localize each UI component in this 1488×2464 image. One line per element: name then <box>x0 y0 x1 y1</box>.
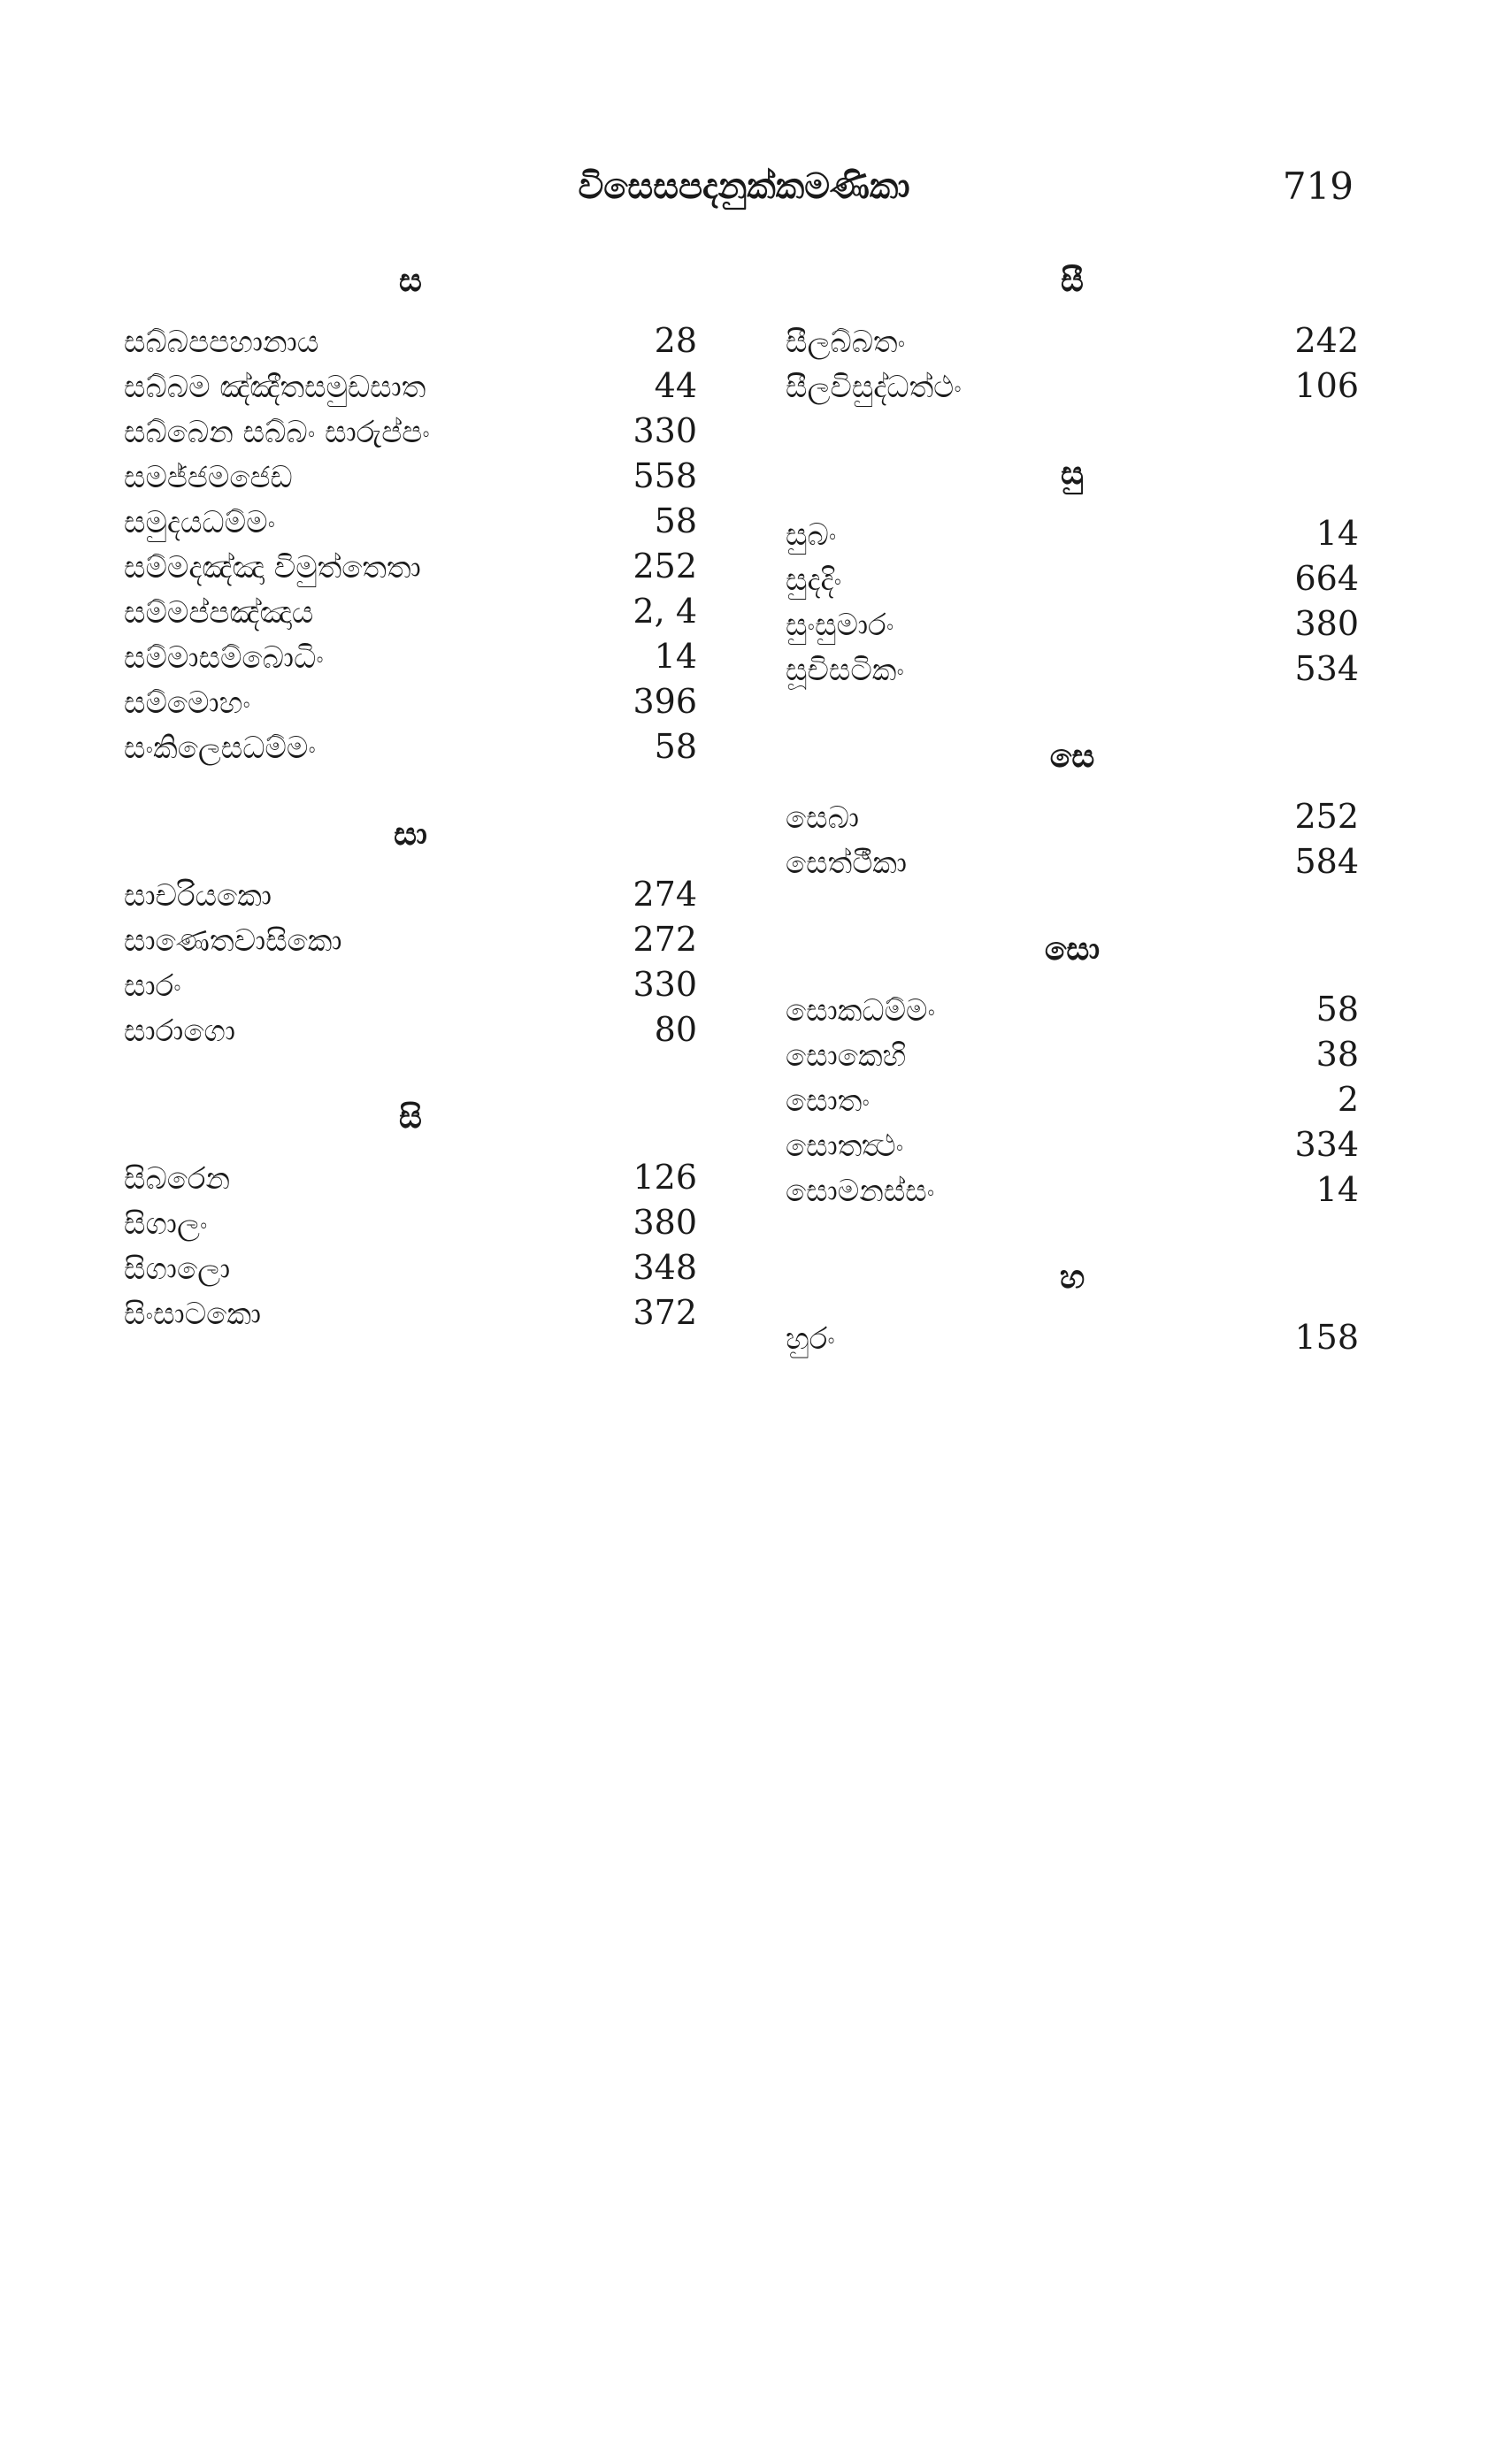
index-entry <box>786 318 1359 363</box>
entry-page-ref: 252 <box>1294 797 1359 836</box>
index-entry <box>124 454 697 499</box>
entry-term: සබ්බෙන සබ්බං සාරුප්පං <box>124 415 430 450</box>
section-heading: සො <box>1044 931 1101 968</box>
entry-term: සූචිසටිකං <box>786 653 905 688</box>
entry-term: සීලවිසුද්ධත්ථං <box>786 370 962 405</box>
entry-term: සුංසුමාරං <box>786 608 894 643</box>
index-entry <box>786 647 1359 692</box>
index-section <box>124 810 697 1052</box>
entry-page-ref: 2 <box>1337 1080 1359 1119</box>
section-gap <box>124 1052 697 1093</box>
index-entry <box>124 544 697 589</box>
entry-term: සබ්බපපහානාය <box>124 325 319 360</box>
entry-page-ref: 534 <box>1294 649 1359 688</box>
entry-page-ref: 334 <box>1294 1125 1359 1164</box>
index-entry <box>786 1315 1359 1360</box>
entry-page-ref: 28 <box>654 321 697 360</box>
entry-term: සොකෙහි <box>786 1038 907 1074</box>
entry-term: සමුදයධම්මං <box>124 505 276 540</box>
entry-page-ref: 348 <box>633 1248 697 1287</box>
index-entry <box>124 589 697 634</box>
entry-term: සොකධම්මං <box>786 993 936 1029</box>
entry-page-ref: 272 <box>633 920 697 959</box>
entry-page-ref: 242 <box>1294 321 1359 360</box>
section-heading: ස <box>399 263 422 299</box>
section-heading: සා <box>394 816 427 853</box>
entry-page-ref: 380 <box>633 1203 697 1242</box>
section-heading: සී <box>1061 263 1084 299</box>
index-entry <box>124 409 697 454</box>
entry-page-ref: 44 <box>654 366 697 405</box>
index-entry <box>786 556 1359 601</box>
index-entry <box>124 363 697 409</box>
entry-term: සුබං <box>786 517 837 553</box>
index-entry <box>124 872 697 917</box>
entry-page-ref: 58 <box>654 501 697 540</box>
entry-term: සබ්බම ඤ්ඤීතසමුඩසාත <box>124 370 426 405</box>
entry-page-ref: 330 <box>633 411 697 450</box>
entry-term: සාරං <box>124 968 181 1004</box>
index-entry <box>786 511 1359 556</box>
entry-term: සම්මාසම්බොධිං <box>124 640 324 676</box>
entry-term: සොතං <box>786 1083 871 1119</box>
entry-page-ref: 274 <box>633 875 697 914</box>
section-gap <box>124 769 697 810</box>
page-number: 719 <box>1282 165 1354 208</box>
index-entry <box>124 679 697 724</box>
index-column-left <box>124 256 697 1335</box>
index-entry <box>124 634 697 679</box>
entry-page-ref: 106 <box>1294 366 1359 405</box>
index-entry <box>124 318 697 363</box>
index-section <box>124 1093 697 1335</box>
entry-page-ref: 80 <box>654 1010 697 1049</box>
entry-term: සමජ්ජමජෙඩ <box>124 460 293 495</box>
entry-term: සම්මදඤ්ඤා විමුත්තෙතා <box>124 550 421 585</box>
index-entry <box>124 917 697 962</box>
entry-page-ref: 330 <box>633 965 697 1004</box>
index-entry <box>786 839 1359 884</box>
index-column-right <box>786 256 1359 1360</box>
entry-term: සෙත්ථීකා <box>786 846 908 881</box>
entry-term: සුදදිං <box>786 562 842 598</box>
section-gap <box>786 409 1359 449</box>
section-heading: සෙ <box>1049 738 1095 775</box>
entry-term: සිබරෙන <box>124 1161 231 1197</box>
index-section <box>786 449 1359 692</box>
index-entry <box>124 1007 697 1052</box>
index-entry <box>786 601 1359 647</box>
section-heading: සු <box>1061 455 1084 492</box>
entry-page-ref: 252 <box>633 547 697 585</box>
entry-page-ref: 126 <box>633 1158 697 1197</box>
entry-term: සිංසාටකො <box>124 1297 262 1332</box>
index-entry <box>786 1122 1359 1167</box>
entry-term: සීලබ්බතං <box>786 325 906 360</box>
entry-term: සම්මොහං <box>124 685 251 721</box>
index-entry <box>786 363 1359 409</box>
page-title: විසෙසපදනුක්කමණිකා <box>578 166 910 207</box>
section-gap <box>786 692 1359 732</box>
index-section <box>786 1253 1359 1360</box>
entry-page-ref: 558 <box>633 456 697 495</box>
entry-term: සෙබා <box>786 800 860 836</box>
index-entry <box>124 499 697 544</box>
entry-term: සාචරියකො <box>124 878 272 914</box>
index-entry <box>786 1032 1359 1077</box>
entry-term: හුරං <box>786 1321 835 1357</box>
entry-page-ref: 58 <box>1315 990 1359 1029</box>
entry-page-ref: 2, 4 <box>633 592 697 631</box>
index-section <box>786 256 1359 409</box>
index-section <box>124 256 697 769</box>
index-section <box>786 925 1359 1213</box>
index-entry <box>786 987 1359 1032</box>
index-entry <box>786 794 1359 839</box>
entry-page-ref: 14 <box>654 637 697 676</box>
entry-term: සිගාලො <box>124 1251 231 1287</box>
entry-page-ref: 14 <box>1315 1170 1359 1209</box>
entry-page-ref: 14 <box>1315 514 1359 553</box>
entry-term: සාණෙතවාසිකො <box>124 923 342 959</box>
index-entry <box>124 724 697 769</box>
index-entry <box>124 1245 697 1290</box>
entry-page-ref: 158 <box>1294 1318 1359 1357</box>
index-entry <box>124 1200 697 1245</box>
section-heading: සි <box>399 1099 422 1136</box>
entry-page-ref: 584 <box>1294 842 1359 881</box>
entry-page-ref: 58 <box>654 727 697 766</box>
section-heading: හ <box>1059 1259 1085 1296</box>
section-gap <box>786 884 1359 925</box>
index-entry <box>786 1077 1359 1122</box>
entry-term: සොතත්‍ථං <box>786 1129 904 1164</box>
entry-term: සම්මප්පඤ්ඤාය <box>124 595 314 631</box>
entry-term: සිගාලං <box>124 1206 208 1242</box>
index-entry <box>124 1155 697 1200</box>
entry-page-ref: 380 <box>1294 604 1359 643</box>
entry-page-ref: 396 <box>633 682 697 721</box>
index-section <box>786 732 1359 884</box>
section-gap <box>786 1213 1359 1253</box>
entry-term: සොමනස්සං <box>786 1174 935 1209</box>
entry-term: සාරාගො <box>124 1014 236 1049</box>
entry-page-ref: 372 <box>633 1293 697 1332</box>
index-entry <box>124 962 697 1007</box>
entry-term: සංකිලෙසධම්මං <box>124 731 316 766</box>
entry-page-ref: 38 <box>1315 1035 1359 1074</box>
index-entry <box>124 1290 697 1335</box>
index-entry <box>786 1167 1359 1213</box>
entry-page-ref: 664 <box>1294 559 1359 598</box>
